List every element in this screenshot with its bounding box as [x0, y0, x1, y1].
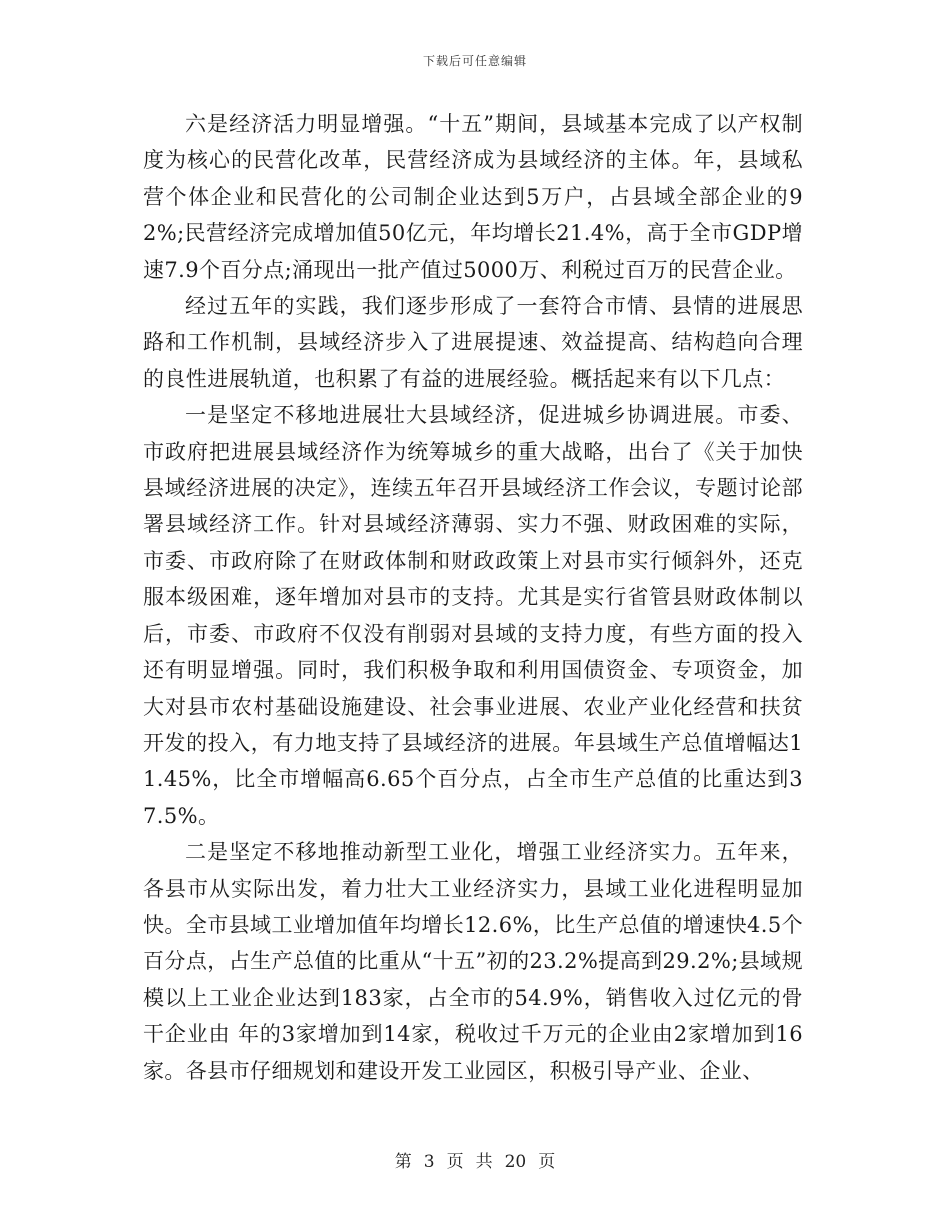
paragraph-economic-vitality: 六是经济活力明显增强。“十五”期间，县域基本完成了以产权制度为核心的民营化改革，民营经济成为县域经济的主体。年，县域私营个体企业和民营化的公司制企业达到5万户，占县域全部企业的92%;民营经济完成增加值50亿元，年均增长21.4%，高于全市GDP增速7.9个百分点;涌现出一批产值过5000万、利税过百万的民营企业。 [143, 112, 803, 282]
footer-total-pages: 20 [504, 1152, 527, 1172]
footer-prefix: 第 [394, 1152, 412, 1172]
page-footer [0, 1147, 950, 1172]
document-body [143, 106, 803, 1089]
header-note: 下载后可任意编辑 [422, 54, 527, 68]
paragraph-industrialization: 二是坚定不移地推动新型工业化，增强工业经济实力。五年来，各县市从实际出发，着力壮大工业经济实力，县域工业化进程明显加快。全市县域工业增加值年均增长12.6%，比生产总值的增速快4.5个百分点，占生产总值的比重从“十五”初的23.2%提高到29.2%;县域规模以上工业企业达到183家，占全市的54.9%，销售收入过亿元的骨干企业由 年的3家增加到14家，税收过千万元的企业由2家增加到16家。各县市仔细规划和建设开发工业园区，积极引导产业、企业、 [143, 840, 803, 1083]
footer-suffix: 页 [538, 1152, 556, 1172]
footer-total-word: 共 [475, 1152, 493, 1172]
paragraph-county-economy: 一是坚定不移地进展壮大县域经济，促进城乡协调进展。市委、市政府把进展县域经济作为统筹城乡的重大战略，出台了《关于加快县域经济进展的决定》，连续五年召开县域经济工作会议，专题讨论部署县域经济工作。针对县域经济薄弱、实力不强、财政困难的实际，市委、市政府除了在财政体制和财政政策上对县市实行倾斜外，还克服本级困难，逐年增加对县市的支持。尤其是实行省管县财政体制以后，市委、市政府不仅没有削弱对县域的支持力度，有些方面的投入还有明显增强。同时，我们积极争取和利用国债资金、专项资金，加大对县市农村基础设施建设、社会事业进展、农业产业化经营和扶贫开发的投入，有力地支持了县域经济的进展。年县域生产总值增幅达11.45%，比全市增幅高6.65个百分点，占全市生产总值的比重达到37.5%。 [143, 403, 803, 828]
footer-page-number: 3 [423, 1152, 435, 1172]
footer-page-word: 页 [446, 1152, 464, 1172]
paragraph-experience-summary: 经过五年的实践，我们逐步形成了一套符合市情、县情的进展思路和工作机制，县域经济步入了进展提速、效益提高、结构趋向合理的良性进展轨道，也积累了有益的进展经验。概括起来有以下几点： [143, 294, 803, 391]
